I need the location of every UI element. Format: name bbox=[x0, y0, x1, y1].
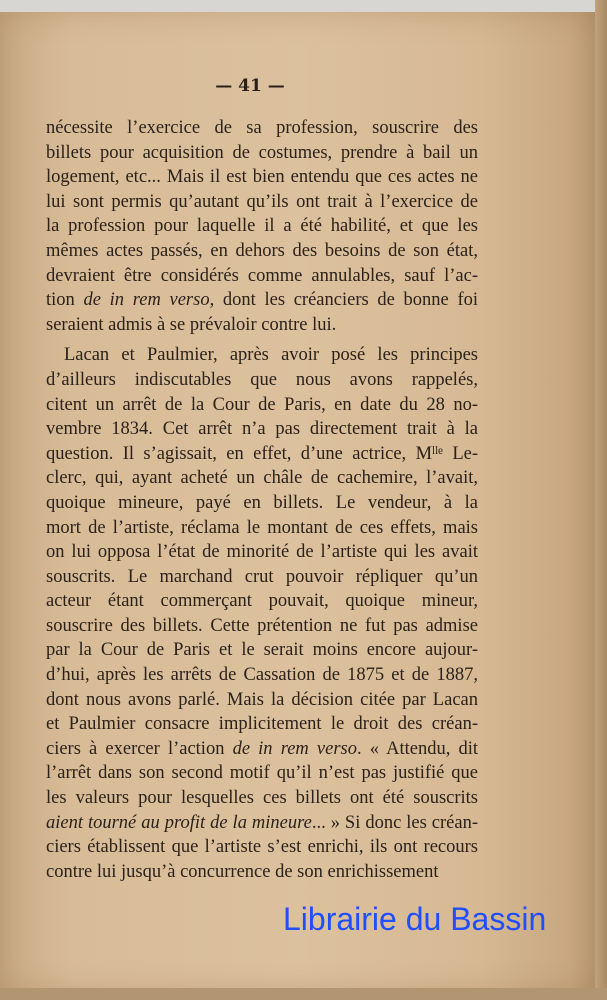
text-span: lui sont permis qu’autant qu’ils ont trait à l’exercice de bbox=[46, 191, 478, 212]
text-line bbox=[46, 589, 478, 614]
text-span: d’hui, après les arrêts de Cassation de 1875 et de 1887, bbox=[46, 665, 478, 686]
text-span: Lacan et Paulmier, après avoir posé les principes bbox=[64, 345, 478, 366]
text-span: question. Il s’agissait, en effet, d’une actrice, Mˡˡᵉ Le- bbox=[46, 443, 478, 464]
text-span: ciers à exercer l’action bbox=[46, 738, 233, 759]
text-line bbox=[46, 466, 478, 491]
text-span: citent un arrêt de la Cour de Paris, en date du 28 no- bbox=[46, 394, 478, 415]
text-line bbox=[46, 368, 478, 393]
text-line bbox=[46, 264, 478, 289]
text-span: logement, etc... Mais il est bien entendu que ces actes ne bbox=[46, 167, 478, 188]
text-span: par la Cour de Paris et le serait moins encore aujour- bbox=[46, 640, 478, 661]
text-span: mort de l’artiste, réclama le montant de ces effets, mais bbox=[46, 517, 478, 538]
text-line bbox=[46, 313, 478, 338]
page-edge bbox=[595, 0, 607, 1000]
text-span: billets pour acquisition de costumes, prendre à bail un bbox=[46, 142, 478, 163]
text-span: souscrire des billets. Cette prétention ne fut pas admise bbox=[46, 615, 478, 636]
text-line bbox=[46, 614, 478, 639]
text-span: mêmes actes passés, en dehors des besoins de son état, bbox=[46, 240, 478, 261]
text-line bbox=[46, 712, 478, 737]
text-line bbox=[46, 688, 478, 713]
text-line bbox=[46, 116, 478, 141]
text-line bbox=[46, 565, 478, 590]
text-span: les valeurs pour lesquelles ces billets ont été souscrits bbox=[46, 788, 478, 809]
text-span: seraient admis à se prévaloir contre lui. bbox=[46, 314, 337, 335]
text-line bbox=[46, 343, 478, 368]
italic-text: de in rem verso bbox=[232, 738, 357, 759]
watermark: Librairie du Bassin bbox=[283, 901, 547, 937]
text-span: d’ailleurs indiscutables que nous avons rappelés, bbox=[46, 369, 478, 390]
text-span: ciers établissent que l’artiste s’est enrichi, ils ont recours bbox=[46, 837, 478, 858]
text-line bbox=[46, 491, 478, 516]
text-line bbox=[46, 288, 478, 313]
text-line bbox=[46, 663, 478, 688]
text-span: clerc, qui, ayant acheté un châle de cachemire, l’avait, bbox=[46, 468, 478, 489]
text-line bbox=[46, 442, 478, 467]
text-line bbox=[46, 190, 478, 215]
text-line bbox=[46, 835, 478, 860]
text-line bbox=[46, 393, 478, 418]
text-span: , dont les créanciers de bonne foi bbox=[209, 290, 478, 311]
text-span: . « Attendu, dit bbox=[356, 738, 478, 759]
text-line bbox=[46, 761, 478, 786]
body-text bbox=[46, 116, 478, 884]
text-line bbox=[46, 786, 478, 811]
text-span: contre lui jusqu’à concurrence de son enrichissement bbox=[46, 861, 439, 882]
italic-text: aient tourné au profit de la mineure bbox=[46, 812, 312, 833]
text-span: devraient être considérés comme annulables, sauf l’ac- bbox=[46, 265, 478, 286]
text-span: acteur étant commerçant pouvait, quoique mineur, bbox=[46, 591, 478, 612]
text-line bbox=[46, 516, 478, 541]
text-line bbox=[46, 860, 478, 885]
text-line bbox=[46, 141, 478, 166]
text-line bbox=[46, 239, 478, 264]
text-span: la profession pour laquelle il a été habilité, et que les bbox=[46, 216, 478, 237]
text-span: ... » Si donc les créan- bbox=[311, 812, 478, 833]
text-span: souscrits. Le marchand crut pouvoir répliquer qu’un bbox=[46, 566, 478, 587]
text-span: nécessite l’exercice de sa profession, souscrire des bbox=[46, 118, 478, 138]
italic-text: de in rem verso bbox=[83, 290, 210, 311]
text-span: et Paulmier consacre implicitement le droit des créan- bbox=[46, 714, 478, 735]
text-line bbox=[46, 417, 478, 442]
page-number: — 41 — bbox=[215, 76, 285, 96]
text-line bbox=[46, 165, 478, 190]
text-span: tion bbox=[46, 290, 84, 311]
text-span: quoique mineure, payé en billets. Le vendeur, à la bbox=[46, 492, 478, 513]
text-line bbox=[46, 737, 478, 762]
text-span: dont nous avons parlé. Mais la décision citée par Lacan bbox=[46, 689, 478, 710]
text-line bbox=[46, 638, 478, 663]
text-line bbox=[46, 214, 478, 239]
text-line bbox=[46, 811, 478, 836]
text-line bbox=[46, 540, 478, 565]
text-span: vembre 1834. Cet arrêt n’a pas directement trait à la bbox=[46, 419, 478, 440]
text-span: on lui opposa l’état de minorité de l’artiste qui les avait bbox=[46, 542, 478, 563]
text-span: l’arrêt dans son second motif qu’il n’est pas justifié que bbox=[46, 763, 478, 784]
page-bottom-edge bbox=[0, 988, 607, 1000]
